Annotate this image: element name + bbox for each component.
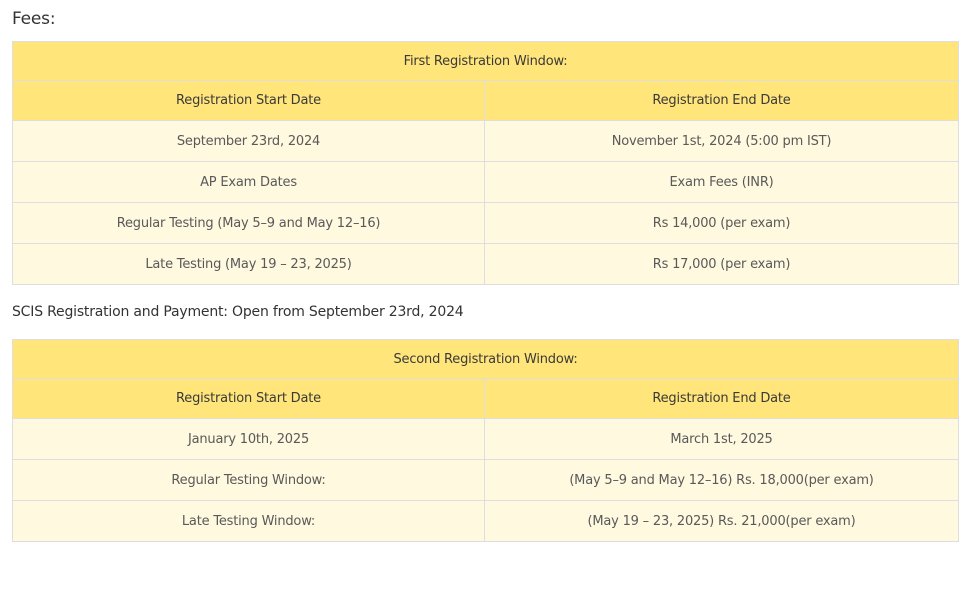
- table-title-row: [13, 340, 959, 379]
- table-cell: Rs 14,000 (per exam): [485, 203, 959, 244]
- first-registration-window-table: [12, 41, 959, 285]
- table-row: [13, 203, 959, 244]
- column-header-end-date: Registration End Date: [485, 379, 959, 419]
- table-cell: September 23rd, 2024: [13, 121, 485, 162]
- table-cell: AP Exam Dates: [13, 162, 485, 203]
- table-cell: Rs 17,000 (per exam): [485, 244, 959, 285]
- table-cell: Regular Testing (May 5–9 and May 12–16): [13, 203, 485, 244]
- column-header-end-date: Registration End Date: [485, 81, 959, 121]
- table-title: Second Registration Window:: [13, 340, 959, 379]
- table-row: [13, 121, 959, 162]
- table-cell: Exam Fees (INR): [485, 162, 959, 203]
- table-cell: Late Testing (May 19 – 23, 2025): [13, 244, 485, 285]
- column-header-start-date: Registration Start Date: [13, 379, 485, 419]
- table-cell: November 1st, 2024 (5:00 pm IST): [485, 121, 959, 162]
- column-header-start-date: Registration Start Date: [13, 81, 485, 121]
- scis-registration-note: SCIS Registration and Payment: Open from September 23rd, 2024: [12, 304, 464, 320]
- table-cell: (May 5–9 and May 12–16) Rs. 18,000(per exam): [485, 460, 959, 501]
- fees-heading: Fees:: [12, 9, 56, 29]
- table-row: [13, 501, 959, 542]
- table-row: [13, 162, 959, 203]
- table-cell: March 1st, 2025: [485, 419, 959, 460]
- table-header-row: [13, 81, 959, 121]
- second-registration-window-table: [12, 339, 959, 542]
- table-title-row: [13, 42, 959, 81]
- table-row: [13, 419, 959, 460]
- table-cell: (May 19 – 23, 2025) Rs. 21,000(per exam): [485, 501, 959, 542]
- table-header-row: [13, 379, 959, 419]
- table-cell: Late Testing Window:: [13, 501, 485, 542]
- table-title: First Registration Window:: [13, 42, 959, 81]
- table-row: [13, 244, 959, 285]
- table-cell: January 10th, 2025: [13, 419, 485, 460]
- table-cell: Regular Testing Window:: [13, 460, 485, 501]
- table-row: [13, 460, 959, 501]
